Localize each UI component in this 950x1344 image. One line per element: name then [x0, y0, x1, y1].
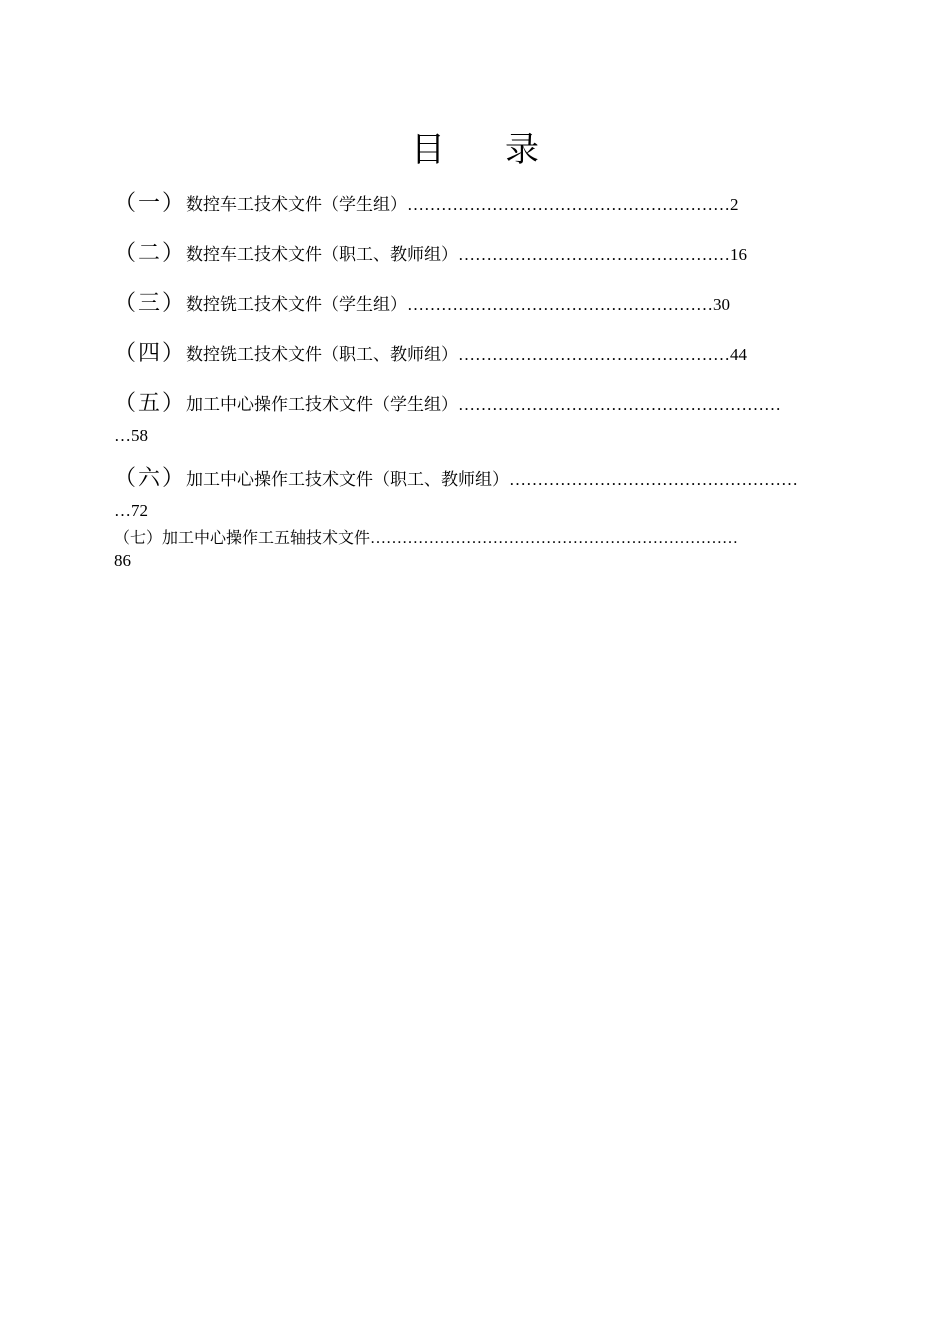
title-char-1: 目	[411, 130, 445, 170]
toc-entry-label: （七）加工中心操作工五轴技术文件	[114, 528, 371, 547]
toc-entry-label: 加工中心操作工技术文件（职工、教师组）	[186, 470, 510, 490]
toc-entry-number: （四）	[114, 341, 187, 366]
toc-entry-1[interactable]	[114, 186, 836, 217]
title-char-2: 录	[505, 130, 539, 170]
toc-title	[0, 128, 950, 172]
toc-entry-number: （二）	[114, 241, 187, 266]
toc-entry-label: 数控车工技术文件（职工、教师组）	[186, 245, 459, 265]
toc-leader-dots: ……………………………………………	[509, 470, 799, 489]
toc-page-number: …58	[114, 426, 148, 445]
toc-entry-2[interactable]	[114, 236, 836, 267]
toc-entry-3[interactable]	[114, 286, 836, 317]
toc-entry-number: （一）	[114, 191, 187, 216]
toc-entry-number: （五）	[114, 391, 187, 416]
toc-entry-label: 加工中心操作工技术文件（学生组）	[186, 395, 459, 415]
toc-page-number: 2	[730, 195, 739, 214]
toc-page-number: 86	[114, 551, 131, 570]
toc-leader-dots: ………………………………………………	[407, 295, 714, 314]
toc-page-number: 16	[730, 245, 748, 264]
toc-entry-label: 数控铣工技术文件（职工、教师组）	[186, 345, 459, 365]
toc-entry-5[interactable]	[114, 386, 836, 417]
toc-entry-label: 数控铣工技术文件（学生组）	[186, 295, 408, 315]
toc-entry-label: 数控车工技术文件（学生组）	[186, 195, 408, 215]
toc-page-number: 44	[730, 345, 748, 364]
toc-leader-dots: …………………………………………	[458, 245, 731, 264]
toc-leader-dots: …………………………………………	[458, 345, 731, 364]
toc-leader-dots: …………………………………………………	[458, 395, 782, 414]
toc-page-number: 30	[713, 295, 731, 314]
toc-entry-7[interactable]	[114, 525, 836, 548]
toc-leader-dots: …………………………………………………	[407, 195, 731, 214]
toc-entry-number: （六）	[114, 466, 187, 491]
toc-page-number: …72	[114, 501, 148, 520]
toc-leader-dots: ……………………………………………………………	[370, 530, 739, 547]
toc-entry-6[interactable]	[114, 461, 836, 492]
toc-entry-4[interactable]	[114, 336, 836, 367]
toc-entry-number: （三）	[114, 291, 187, 316]
